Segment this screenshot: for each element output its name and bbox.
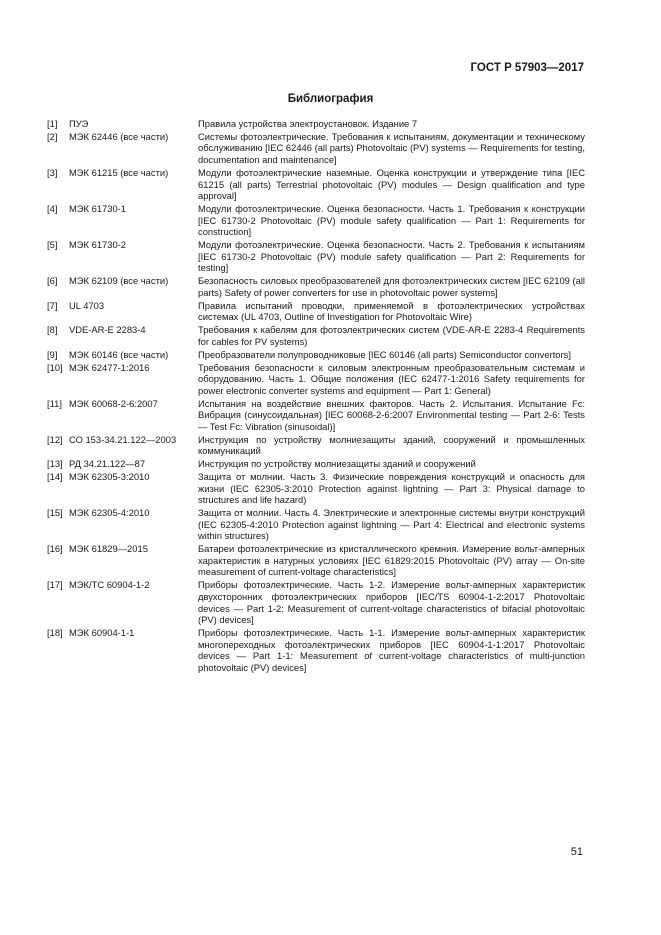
bibliography-entry <box>47 507 585 542</box>
bibliography-entry <box>47 275 585 298</box>
entry-number: [9] <box>47 348 58 360</box>
document-standard-header: ГОСТ Р 57903—2017 <box>470 62 584 74</box>
entry-description: Требования к кабелям для фотоэлектрических систем (VDE-AR-E 2283-4 Requirements for cables for PV systems) <box>198 324 585 347</box>
entry-description: Модули фотоэлектрические. Оценка безопасности. Часть 2. Требования к испытаниям [IEC 61730-2 Photovoltaic (PV) module safety qualification — Part 2: Requirements for testing] <box>198 239 585 274</box>
bibliography-entry <box>47 239 585 274</box>
bibliography-entry <box>47 118 585 130</box>
bibliography-entry <box>47 458 585 470</box>
entry-source: МЭК 60146 (все части) <box>69 348 169 360</box>
entry-source: МЭК 62305-4:2010 <box>69 507 150 519</box>
entry-source: МЭК 60904-1-1 <box>69 626 135 638</box>
entry-source: РД 34.21.122—87 <box>69 458 146 470</box>
entry-number: [18] <box>47 626 63 638</box>
entry-description: Батареи фотоэлектрические из кристаллического кремния. Измерение вольт-амперных характеристик в натурных условиях [IEC 61829:2015 Photovoltaic (PV) array — On-site measurement of current-voltage characteristics] <box>198 543 585 578</box>
page-title: Библиография <box>287 93 374 105</box>
entry-number: [6] <box>47 275 58 287</box>
entry-description: Системы фотоэлектрические. Требования к испытаниям, документации и техническому обслуживанию [IEC 62446 (all parts) Photovoltaic (PV) systems — Requirements for testing, documentation and maintenance] <box>198 130 585 166</box>
entry-number: [4] <box>47 203 58 215</box>
bibliography-entry <box>47 300 585 323</box>
entry-source: МЭК 62305-3:2010 <box>69 471 150 483</box>
entry-description: Защита от молнии. Часть 3. Физические повреждения конструкций и опасность для жизни (IEC 62305-3:2010 Protection against lightning — Part 3: Physical damage to structures and life hazard) <box>198 471 585 506</box>
entry-description: Правила устройства электроустановок. Издание 7 <box>198 118 418 129</box>
bibliography-entry <box>47 203 585 238</box>
entry-number: [10] <box>47 361 63 373</box>
entry-number: [11] <box>47 397 62 409</box>
entry-description: Безопасность силовых преобразователей для фотоэлектрических систем [IEC 62109 (all parts) Safety of power converters for use in photovoltaic power systems] <box>198 275 585 298</box>
bibliography-entry <box>47 543 585 578</box>
entry-number: [8] <box>47 324 58 336</box>
entry-number: [1] <box>47 118 58 129</box>
entry-number: [14] <box>47 471 63 483</box>
entry-description: Модули фотоэлектрические. Оценка безопасности. Часть 1. Требования к конструкции [IEC 61730-2 Photovoltaic (PV) module safety qualification — Part 1: Requirements for construction] <box>198 203 585 238</box>
bibliography-entry <box>47 398 585 433</box>
entry-source: МЭК 62477-1:2016 <box>69 361 150 373</box>
entry-description: Приборы фотоэлектрические. Часть 1-1. Измерение вольт-амперных характеристик многопереходных фотоэлектрических приборов [IEC 60904-1-1:2017 Photovoltaic devices — Part 1-1: Measurement of current-voltage characteristics of multi-junction photovoltaic (PV) devices] <box>198 626 585 673</box>
entry-number: [7] <box>47 299 58 311</box>
bibliography-entry <box>47 131 585 166</box>
entry-description: Инструкция по устройству молниезащиты зданий, сооружений и промышленных коммуникаций <box>198 433 585 457</box>
bibliography-entry <box>47 627 585 673</box>
entry-source: СО 153-34.21.122—2003 <box>69 433 177 445</box>
entry-source: МЭК 62109 (все части) <box>69 275 169 287</box>
entry-number: [12] <box>47 433 63 445</box>
bibliography-entry <box>47 471 585 506</box>
bibliography-entry <box>47 434 585 457</box>
bibliography-entry <box>47 362 585 397</box>
entry-number: [5] <box>47 239 58 251</box>
entry-source: МЭК 61215 (все части) <box>69 166 169 178</box>
bibliography-entry <box>47 579 585 625</box>
entry-source: МЭК 61829—2015 <box>69 543 148 555</box>
bibliography-entry <box>47 349 585 361</box>
entry-source: МЭК 62446 (все части) <box>69 130 169 142</box>
entry-source: ПУЭ <box>69 118 89 129</box>
page-number: 51 <box>570 846 583 858</box>
entry-number: [2] <box>47 130 58 142</box>
entry-source: МЭК 61730-1 <box>69 203 127 215</box>
entry-description: Испытания на воздействие внешних факторов. Часть 2. Испытания. Испытание Fc: Вибрация (синусоидальная) [IEC 60068-2-6:2007 Environmental testing — Part 2-6: Tests — Test Fc: Vibration (sinusoidal)] <box>198 397 585 432</box>
bibliography-list <box>47 118 585 675</box>
entry-source: UL 4703 <box>69 299 105 311</box>
entry-source: МЭК 60068-2-6:2007 <box>69 397 158 409</box>
entry-description: Защита от молнии. Часть 4. Электрические и электронные системы внутри конструкций (IEC 62305-4:2010 Protection against lightning — Part 4: Electrical and electronic systems within structures) <box>198 507 585 542</box>
entry-description: Преобразователи полупроводниковые [IEC 60146 (all parts) Semiconductor convertors] <box>198 348 571 360</box>
entry-source: МЭК/ТС 60904-1-2 <box>69 579 150 591</box>
entry-number: [15] <box>47 507 63 519</box>
entry-description: Модули фотоэлектрические наземные. Оценка конструкции и утверждение типа [IEC 61215 (all parts) Terrestrial photovoltaic (PV) modules — Design qualification and type approval] <box>198 166 585 202</box>
entry-number: [13] <box>47 458 63 470</box>
entry-number: [17] <box>47 579 63 591</box>
entry-number: [3] <box>47 166 58 178</box>
entry-description: Приборы фотоэлектрические. Часть 1-2. Измерение вольт-амперных характеристик двухсторонних фотоэлектрических приборов [IEC/TS 60904-1-2:2017 Photovoltaic devices — Part 1-2: Measurement of current-voltage characteristics of bifacial photovoltaic (PV) devices] <box>198 579 585 626</box>
bibliography-entry <box>47 167 585 202</box>
bibliography-entry <box>47 324 585 347</box>
entry-description: Требования безопасности к силовым электронным преобразовательным системам и оборудованию. Часть 1. Общие положения (IEC 62477-1:2016 Safety requirements for power electronic converter systems and equipment — Part 1: General) <box>198 361 585 396</box>
entry-source: МЭК 61730-2 <box>69 239 127 251</box>
entry-description: Инструкция по устройству молниезащиты зданий и сооружений <box>198 458 476 470</box>
entry-number: [16] <box>47 543 63 555</box>
entry-description: Правила испытаний проводки, применяемой в фотоэлектрических устройствах системах (UL 4703, Outline of Investigation for Photovoltaic Wire) <box>198 299 585 323</box>
entry-source: VDE-AR-E 2283-4 <box>69 324 146 336</box>
